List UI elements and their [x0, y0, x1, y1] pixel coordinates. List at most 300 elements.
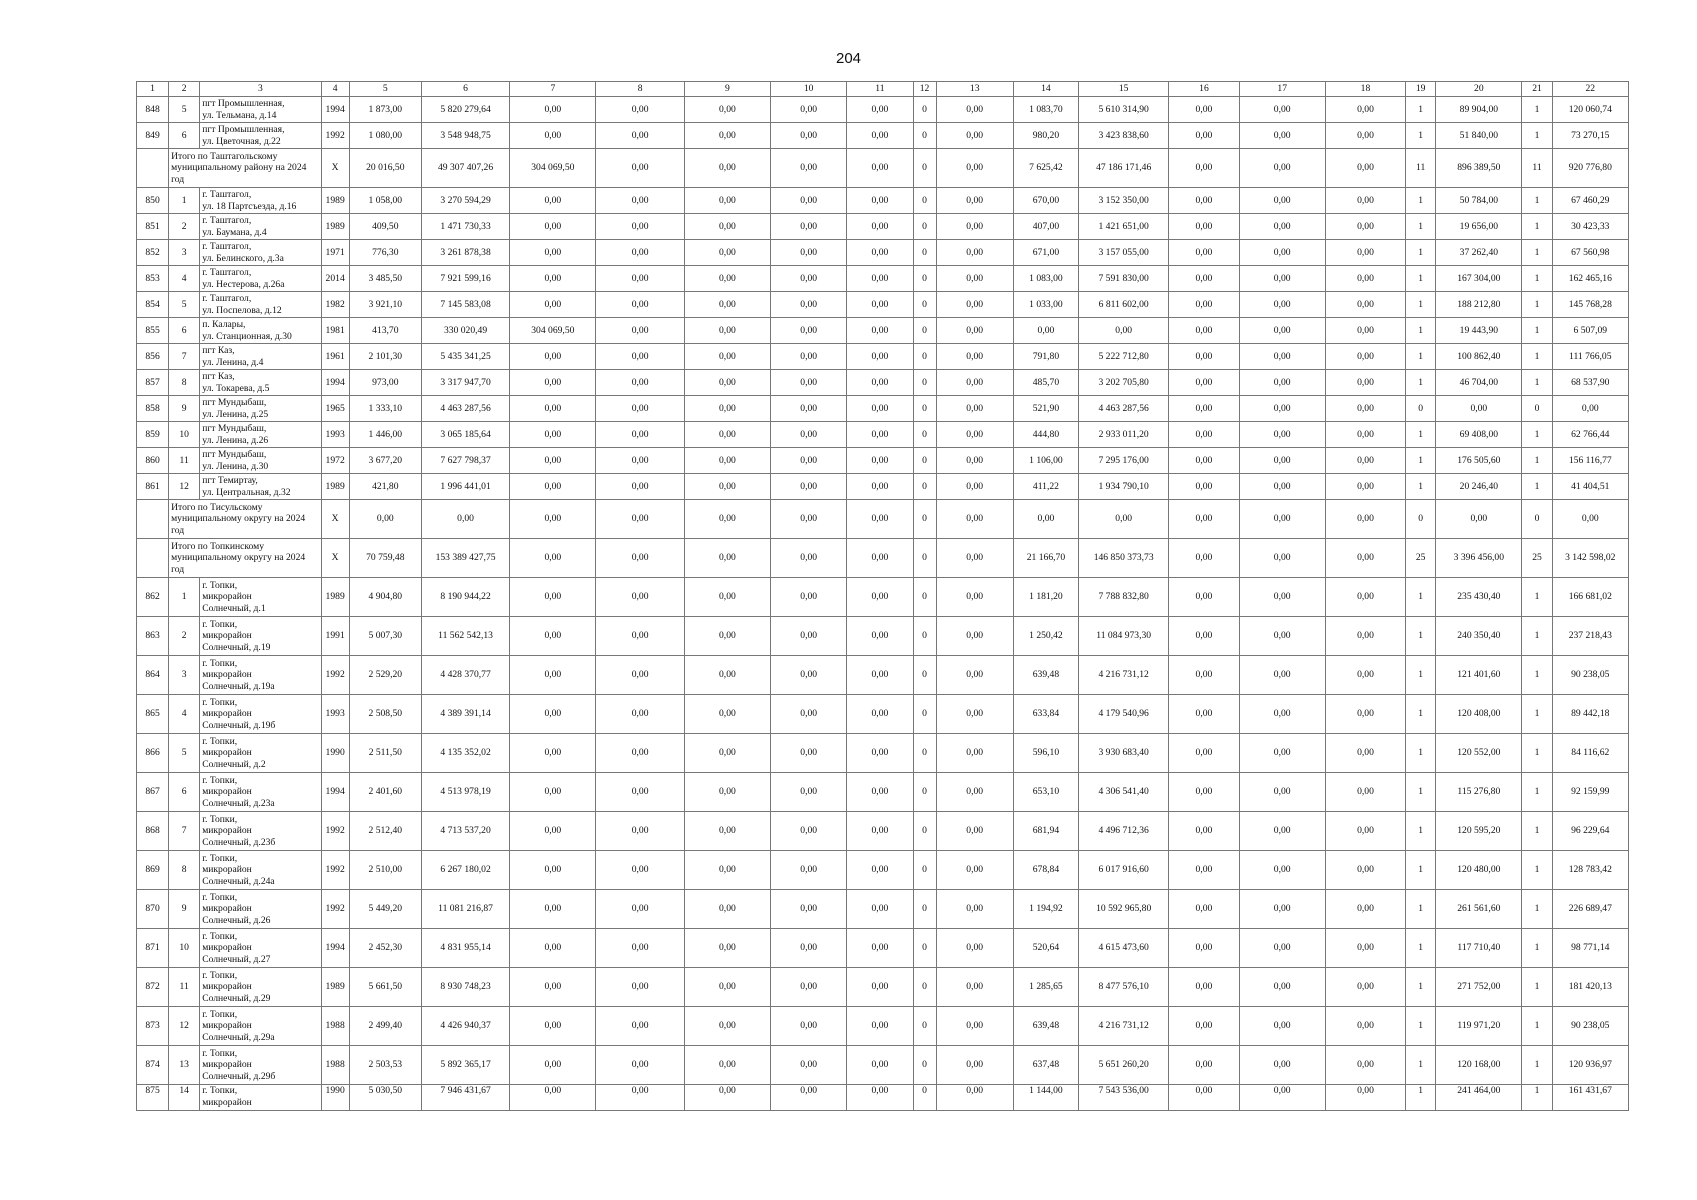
value-cell: 0,00 — [1325, 968, 1405, 1007]
value-cell: 1 — [1406, 474, 1436, 500]
value-cell: 1 080,00 — [349, 123, 421, 149]
value-cell: 0,00 — [936, 617, 1013, 656]
value-cell: 678,84 — [1013, 851, 1078, 890]
value-cell: 0,00 — [596, 474, 684, 500]
value-cell: 0,00 — [1325, 266, 1405, 292]
value-cell: 0,00 — [771, 1007, 847, 1046]
year-cell: 1992 — [321, 851, 349, 890]
value-cell: 0 — [913, 656, 936, 695]
value-cell: 0 — [913, 292, 936, 318]
value-cell: 0,00 — [596, 539, 684, 578]
value-cell: 90 238,05 — [1552, 1007, 1628, 1046]
value-cell: 0,00 — [1325, 123, 1405, 149]
value-cell: 0,00 — [684, 97, 770, 123]
column-header: 12 — [913, 82, 936, 97]
value-cell: 100 862,40 — [1436, 344, 1522, 370]
value-cell: 0,00 — [510, 1085, 596, 1111]
value-cell: 0,00 — [510, 370, 596, 396]
value-cell: 41 404,51 — [1552, 474, 1628, 500]
value-cell: 4 463 287,56 — [421, 396, 509, 422]
value-cell: 0,00 — [1169, 617, 1239, 656]
value-cell: 0,00 — [771, 578, 847, 617]
row-number: 864 — [137, 656, 169, 695]
table-row — [137, 812, 1629, 851]
value-cell: 5 892 365,17 — [421, 1046, 509, 1085]
column-header: 7 — [510, 82, 596, 97]
value-cell: 3 142 598,02 — [1552, 539, 1628, 578]
value-cell: 1 — [1522, 97, 1552, 123]
column-header: 14 — [1013, 82, 1078, 97]
value-cell: 791,80 — [1013, 344, 1078, 370]
year-cell: 1989 — [321, 474, 349, 500]
value-cell: 1 996 441,01 — [421, 474, 509, 500]
year-cell: 1994 — [321, 97, 349, 123]
sub-number: 13 — [169, 1046, 200, 1085]
value-cell: 1 — [1406, 370, 1436, 396]
address-cell: пгт Темиртау, ул. Центральная, д.32 — [200, 474, 321, 500]
value-cell: 0,00 — [510, 656, 596, 695]
value-cell: 0 — [913, 773, 936, 812]
year-cell: 1971 — [321, 240, 349, 266]
value-cell: 6 811 602,00 — [1079, 292, 1169, 318]
value-cell: 0,00 — [936, 1007, 1013, 1046]
value-cell: 5 030,50 — [349, 1085, 421, 1111]
year-cell: 1988 — [321, 1046, 349, 1085]
value-cell: 30 423,33 — [1552, 214, 1628, 240]
row-number: 852 — [137, 240, 169, 266]
value-cell: 0,00 — [684, 123, 770, 149]
value-cell: 1 — [1406, 292, 1436, 318]
value-cell: 0,00 — [684, 292, 770, 318]
value-cell: 0,00 — [596, 773, 684, 812]
value-cell: 271 752,00 — [1436, 968, 1522, 1007]
value-cell: 0,00 — [1239, 370, 1325, 396]
sub-number: 7 — [169, 812, 200, 851]
value-cell: 0,00 — [936, 396, 1013, 422]
value-cell: 0,00 — [596, 292, 684, 318]
value-cell: 4 904,80 — [349, 578, 421, 617]
value-cell: 0 — [913, 695, 936, 734]
address-cell: пгт Мундыбаш, ул. Ленина, д.25 — [200, 396, 321, 422]
value-cell: 0,00 — [847, 656, 913, 695]
year-cell: 1982 — [321, 292, 349, 318]
table-row — [137, 656, 1629, 695]
value-cell: 153 389 427,75 — [421, 539, 509, 578]
value-cell: 0,00 — [1239, 97, 1325, 123]
value-cell: 0,00 — [1239, 539, 1325, 578]
value-cell: 0,00 — [847, 734, 913, 773]
value-cell: 0,00 — [847, 929, 913, 968]
value-cell: 7 625,42 — [1013, 149, 1078, 188]
value-cell: 1 — [1406, 890, 1436, 929]
year-cell: 1992 — [321, 656, 349, 695]
table-row — [137, 448, 1629, 474]
value-cell: 681,94 — [1013, 812, 1078, 851]
value-cell: 413,70 — [349, 318, 421, 344]
row-number: 871 — [137, 929, 169, 968]
value-cell: 1 194,92 — [1013, 890, 1078, 929]
value-cell: 0,00 — [596, 1046, 684, 1085]
year-cell: 1989 — [321, 214, 349, 240]
empty-cell — [137, 539, 169, 578]
value-cell: 5 222 712,80 — [1079, 344, 1169, 370]
value-cell: 0,00 — [1169, 214, 1239, 240]
sub-number: 5 — [169, 734, 200, 773]
value-cell: 0 — [913, 812, 936, 851]
value-cell: 241 464,00 — [1436, 1085, 1522, 1111]
value-cell: 111 766,05 — [1552, 344, 1628, 370]
sub-number: 9 — [169, 396, 200, 422]
value-cell: 0,00 — [596, 968, 684, 1007]
value-cell: 0,00 — [936, 773, 1013, 812]
value-cell: 0,00 — [771, 929, 847, 968]
address-cell: г. Топки, микрорайон Солнечный, д.24а — [200, 851, 321, 890]
value-cell: 4 306 541,40 — [1079, 773, 1169, 812]
value-cell: 0,00 — [1169, 578, 1239, 617]
value-cell: 1 — [1522, 812, 1552, 851]
value-cell: 11 562 542,13 — [421, 617, 509, 656]
value-cell: 0,00 — [1239, 123, 1325, 149]
subtotal-row — [137, 500, 1629, 539]
table-row — [137, 266, 1629, 292]
sub-number: 12 — [169, 474, 200, 500]
column-header: 17 — [1239, 82, 1325, 97]
table-row — [137, 734, 1629, 773]
address-cell: г. Таштагол, ул. Нестерова, д.26а — [200, 266, 321, 292]
value-cell: 0,00 — [847, 890, 913, 929]
value-cell: 0 — [913, 929, 936, 968]
value-cell: 0,00 — [510, 188, 596, 214]
value-cell: 0,00 — [1325, 448, 1405, 474]
table-row — [137, 292, 1629, 318]
value-cell: 0,00 — [510, 123, 596, 149]
value-cell: 1 — [1522, 292, 1552, 318]
value-cell: 1 — [1522, 188, 1552, 214]
value-cell: 8 190 944,22 — [421, 578, 509, 617]
value-cell: 0,00 — [1325, 734, 1405, 773]
value-cell: 0,00 — [936, 539, 1013, 578]
value-cell: 0,00 — [771, 266, 847, 292]
value-cell: 0 — [913, 1085, 936, 1111]
value-cell: 84 116,62 — [1552, 734, 1628, 773]
value-cell: 0,00 — [684, 1007, 770, 1046]
sub-number: 11 — [169, 968, 200, 1007]
value-cell: 0 — [1522, 396, 1552, 422]
address-cell: г. Таштагол, ул. Баумана, д.4 — [200, 214, 321, 240]
value-cell: 7 295 176,00 — [1079, 448, 1169, 474]
value-cell: 0,00 — [684, 539, 770, 578]
sub-number: 2 — [169, 617, 200, 656]
value-cell: 7 946 431,67 — [421, 1085, 509, 1111]
year-cell: 2014 — [321, 266, 349, 292]
year-cell: 1972 — [321, 448, 349, 474]
row-number: 863 — [137, 617, 169, 656]
value-cell: 0,00 — [936, 370, 1013, 396]
value-cell: 8 477 576,10 — [1079, 968, 1169, 1007]
value-cell: 0 — [913, 578, 936, 617]
value-cell: 0,00 — [1239, 695, 1325, 734]
value-cell: 0,00 — [510, 1046, 596, 1085]
address-cell: пгт Мундыбаш, ул. Ленина, д.26 — [200, 422, 321, 448]
value-cell: 0,00 — [684, 266, 770, 292]
value-cell: 5 449,20 — [349, 890, 421, 929]
value-cell: 1 873,00 — [349, 97, 421, 123]
address-cell: пгт Промышленная, ул. Тельмана, д.14 — [200, 97, 321, 123]
value-cell: 0,00 — [1239, 396, 1325, 422]
value-cell: 0,00 — [936, 578, 1013, 617]
value-cell: 0,00 — [936, 240, 1013, 266]
row-number: 855 — [137, 318, 169, 344]
value-cell: 3 485,50 — [349, 266, 421, 292]
value-cell: 409,50 — [349, 214, 421, 240]
address-cell: г. Топки, микрорайон Солнечный, д.1 — [200, 578, 321, 617]
value-cell: 68 537,90 — [1552, 370, 1628, 396]
value-cell: 0,00 — [1239, 149, 1325, 188]
value-cell: 0,00 — [684, 448, 770, 474]
value-cell: 0,00 — [596, 890, 684, 929]
value-cell: 0,00 — [1169, 123, 1239, 149]
sub-number: 6 — [169, 123, 200, 149]
value-cell: 0,00 — [1169, 1046, 1239, 1085]
value-cell: 7 591 830,00 — [1079, 266, 1169, 292]
value-cell: 0,00 — [684, 773, 770, 812]
year-cell: 1990 — [321, 734, 349, 773]
sub-number: 9 — [169, 890, 200, 929]
value-cell: 1 — [1522, 448, 1552, 474]
value-cell: 0,00 — [1325, 240, 1405, 266]
value-cell: 62 766,44 — [1552, 422, 1628, 448]
sub-number: 5 — [169, 97, 200, 123]
value-cell: 421,80 — [349, 474, 421, 500]
value-cell: 0 — [913, 1007, 936, 1046]
value-cell: 1 — [1406, 448, 1436, 474]
value-cell: 1 033,00 — [1013, 292, 1078, 318]
value-cell: 4 513 978,19 — [421, 773, 509, 812]
year-cell: 1961 — [321, 344, 349, 370]
value-cell: 0,00 — [596, 396, 684, 422]
value-cell: 304 069,50 — [510, 149, 596, 188]
table-row — [137, 695, 1629, 734]
value-cell: 0,00 — [1079, 318, 1169, 344]
value-cell: 0,00 — [771, 890, 847, 929]
column-header: 1 — [137, 82, 169, 97]
value-cell: 1 — [1522, 318, 1552, 344]
value-cell: 0,00 — [771, 539, 847, 578]
value-cell: 0,00 — [1169, 188, 1239, 214]
value-cell: 0,00 — [1239, 773, 1325, 812]
value-cell: 0,00 — [1239, 734, 1325, 773]
row-number: 872 — [137, 968, 169, 1007]
value-cell: 1 — [1522, 656, 1552, 695]
page-number: 204 — [835, 50, 862, 67]
value-cell: 2 101,30 — [349, 344, 421, 370]
value-cell: 146 850 373,73 — [1079, 539, 1169, 578]
value-cell: 3 317 947,70 — [421, 370, 509, 396]
value-cell: 67 460,29 — [1552, 188, 1628, 214]
value-cell: 162 465,16 — [1552, 266, 1628, 292]
value-cell: 0 — [913, 396, 936, 422]
value-cell: 0,00 — [847, 578, 913, 617]
address-cell: г. Топки, микрорайон Солнечный, д.29а — [200, 1007, 321, 1046]
value-cell: 0 — [913, 97, 936, 123]
value-cell: 896 389,50 — [1436, 149, 1522, 188]
value-cell: 226 689,47 — [1552, 890, 1628, 929]
value-cell: 261 561,60 — [1436, 890, 1522, 929]
subtotal-row — [137, 149, 1629, 188]
table-row — [137, 1085, 1629, 1111]
address-cell: пгт Каз, ул. Ленина, д.4 — [200, 344, 321, 370]
value-cell: 3 157 055,00 — [1079, 240, 1169, 266]
value-cell: 0 — [913, 734, 936, 773]
value-cell: 1 144,00 — [1013, 1085, 1078, 1111]
value-cell: 0,00 — [847, 695, 913, 734]
value-cell: 2 508,50 — [349, 695, 421, 734]
address-cell: г. Топки, микрорайон Солнечный, д.29б — [200, 1046, 321, 1085]
row-number: 867 — [137, 773, 169, 812]
sub-number: 11 — [169, 448, 200, 474]
value-cell: 0,00 — [1325, 344, 1405, 370]
subtotal-label: Итого по Топкинскому муниципальному округу на 2024 год — [169, 539, 322, 578]
value-cell: 0,00 — [596, 240, 684, 266]
value-cell: 920 776,80 — [1552, 149, 1628, 188]
value-cell: 51 840,00 — [1436, 123, 1522, 149]
value-cell: 10 592 965,80 — [1079, 890, 1169, 929]
value-cell: 0,00 — [1239, 578, 1325, 617]
value-cell: 633,84 — [1013, 695, 1078, 734]
value-cell: 3 423 838,60 — [1079, 123, 1169, 149]
table-row — [137, 968, 1629, 1007]
value-cell: 0,00 — [684, 396, 770, 422]
sub-number: 12 — [169, 1007, 200, 1046]
value-cell: 0,00 — [684, 929, 770, 968]
value-cell: 0 — [913, 851, 936, 890]
value-cell: 0,00 — [510, 1007, 596, 1046]
year-cell: 1992 — [321, 123, 349, 149]
value-cell: 89 904,00 — [1436, 97, 1522, 123]
column-header: 13 — [936, 82, 1013, 97]
value-cell: 0,00 — [1325, 812, 1405, 851]
value-cell: 0,00 — [1239, 214, 1325, 240]
value-cell: 0,00 — [1169, 656, 1239, 695]
year-cell: 1981 — [321, 318, 349, 344]
address-cell: г. Топки, микрорайон Солнечный, д.29 — [200, 968, 321, 1007]
value-cell: 0,00 — [771, 500, 847, 539]
column-header: 20 — [1436, 82, 1522, 97]
sub-number: 6 — [169, 318, 200, 344]
value-cell: 0,00 — [847, 396, 913, 422]
value-cell: 0,00 — [1239, 188, 1325, 214]
value-cell: 7 145 583,08 — [421, 292, 509, 318]
sub-number: 3 — [169, 656, 200, 695]
value-cell: 0 — [1522, 500, 1552, 539]
row-number: 875 — [137, 1085, 169, 1111]
value-cell: 0,00 — [1325, 578, 1405, 617]
address-cell: г. Топки, микрорайон Солнечный, д.19а — [200, 656, 321, 695]
value-cell: 1 — [1406, 812, 1436, 851]
value-cell: 0,00 — [1169, 422, 1239, 448]
value-cell: 0,00 — [936, 812, 1013, 851]
value-cell: 20 016,50 — [349, 149, 421, 188]
value-cell: 11 — [1522, 149, 1552, 188]
value-cell: 0,00 — [771, 1046, 847, 1085]
value-cell: 1 285,65 — [1013, 968, 1078, 1007]
value-cell: 0,00 — [771, 240, 847, 266]
value-cell: 0,00 — [771, 123, 847, 149]
column-header: 4 — [321, 82, 349, 97]
value-cell: 520,64 — [1013, 929, 1078, 968]
value-cell: 2 401,60 — [349, 773, 421, 812]
value-cell: 0,00 — [771, 656, 847, 695]
value-cell: 0,00 — [1325, 617, 1405, 656]
value-cell: 4 831 955,14 — [421, 929, 509, 968]
value-cell: 485,70 — [1013, 370, 1078, 396]
value-cell: 0,00 — [1169, 539, 1239, 578]
column-header: 6 — [421, 82, 509, 97]
value-cell: 1 — [1406, 97, 1436, 123]
value-cell: 0,00 — [1239, 422, 1325, 448]
value-cell: 0,00 — [596, 188, 684, 214]
value-cell: 2 499,40 — [349, 1007, 421, 1046]
value-cell: 0,00 — [1325, 500, 1405, 539]
table-row — [137, 890, 1629, 929]
empty-cell — [137, 149, 169, 188]
value-cell: 1 — [1406, 422, 1436, 448]
value-cell: 0,00 — [510, 851, 596, 890]
table-row — [137, 1007, 1629, 1046]
table-row — [137, 851, 1629, 890]
table-row — [137, 1046, 1629, 1085]
value-cell: 0,00 — [510, 97, 596, 123]
address-cell: пгт Каз, ул. Токарева, д.5 — [200, 370, 321, 396]
value-cell: 8 930 748,23 — [421, 968, 509, 1007]
value-cell: 6 017 916,60 — [1079, 851, 1169, 890]
value-cell: 0,00 — [1239, 812, 1325, 851]
value-cell: 0 — [913, 266, 936, 292]
empty-cell — [137, 500, 169, 539]
address-cell: г. Топки, микрорайон Солнечный, д.23а — [200, 773, 321, 812]
value-cell: 0,00 — [771, 695, 847, 734]
value-cell: 1 250,42 — [1013, 617, 1078, 656]
value-cell: 3 921,10 — [349, 292, 421, 318]
value-cell: 0,00 — [684, 188, 770, 214]
value-cell: 0,00 — [1169, 474, 1239, 500]
value-cell: 4 216 731,12 — [1079, 656, 1169, 695]
value-cell: 0,00 — [349, 500, 421, 539]
value-cell: 0,00 — [684, 851, 770, 890]
value-cell: 92 159,99 — [1552, 773, 1628, 812]
value-cell: 0,00 — [684, 500, 770, 539]
sub-number: 8 — [169, 851, 200, 890]
value-cell: 4 615 473,60 — [1079, 929, 1169, 968]
year-cell: 1994 — [321, 773, 349, 812]
value-cell: 0,00 — [596, 695, 684, 734]
value-cell: 0,00 — [1169, 968, 1239, 1007]
value-cell: 1 — [1522, 266, 1552, 292]
value-cell: 4 463 287,56 — [1079, 396, 1169, 422]
value-cell: 0,00 — [771, 97, 847, 123]
value-cell: 1 — [1406, 773, 1436, 812]
year-cell: 1994 — [321, 370, 349, 396]
value-cell: 7 921 599,16 — [421, 266, 509, 292]
value-cell: 0,00 — [596, 656, 684, 695]
value-cell: 0,00 — [1325, 929, 1405, 968]
column-header: 15 — [1079, 82, 1169, 97]
value-cell: 0,00 — [510, 396, 596, 422]
value-cell: 0,00 — [510, 344, 596, 370]
value-cell: 0,00 — [1325, 188, 1405, 214]
value-cell: 0,00 — [847, 266, 913, 292]
table-body — [137, 82, 1629, 1111]
